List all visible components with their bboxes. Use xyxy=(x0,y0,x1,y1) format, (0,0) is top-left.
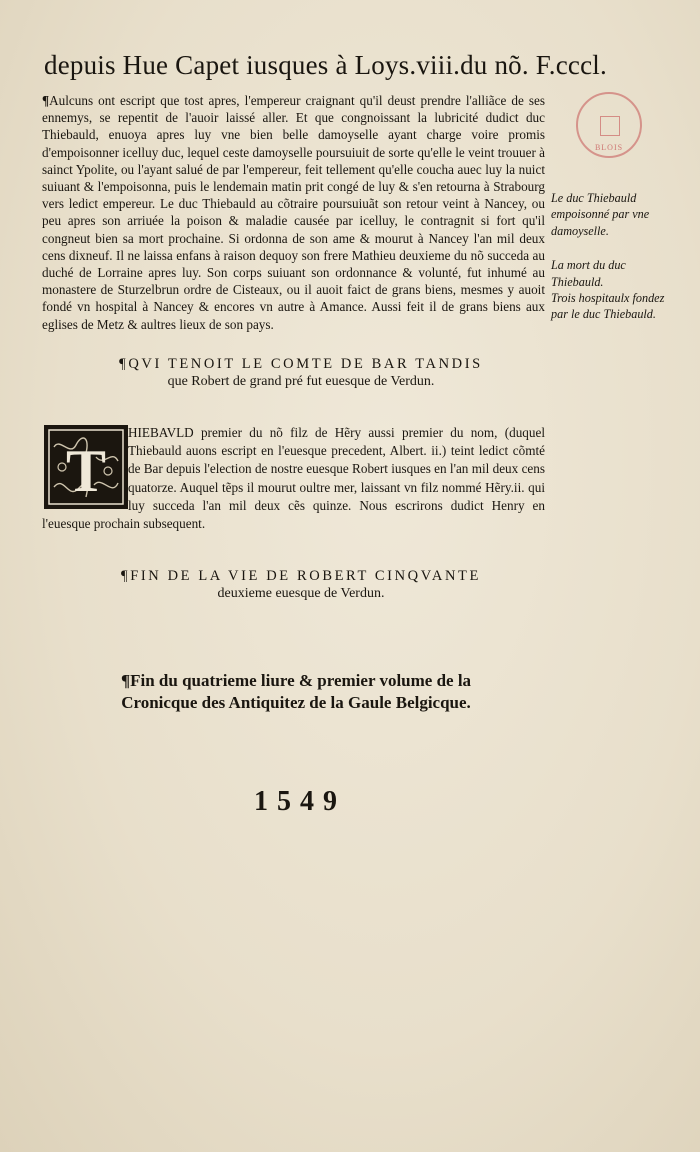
library-stamp xyxy=(576,92,642,158)
margin-note: La mort du duc Thiebauld. xyxy=(551,258,626,289)
pilcrow-icon: ¶ xyxy=(119,356,129,372)
decorated-initial-ornament xyxy=(46,427,126,507)
section-heading-rest: que Robert de grand pré fut euesque de Verdun. xyxy=(167,374,435,389)
main-paragraph xyxy=(42,92,545,333)
end-of-life-heading xyxy=(76,568,526,602)
section-heading-caps: QVI TENOIT LE COMTE DE BAR TANDIS xyxy=(128,356,483,372)
end-heading-caps: FIN DE LA VIE DE ROBERT CINQVANTE xyxy=(130,568,481,584)
pilcrow-icon: ¶ xyxy=(120,671,131,690)
stamp-emblem xyxy=(600,116,620,136)
colophon-text: Fin du quatrieme liure & premier volume de la Cronicque des Antiquitez de la Gaule Belgicque. xyxy=(121,671,472,712)
drop-cap-paragraph-text: HIEBAVLD premier du nõ filz de Hẽry aussi premier du nom, (duquel Thiebauld auons escript en l'euesque precedent, Albert. ii.) teint ledict cõmté de Bar depuis l'election de nostre euesque Robert iusques en l'an mil deux cens quatorze. Auquel tẽps il mourut oultre mer, laissant vn filz nommé Hẽry.ii. qui luy succeda l'an mil deux cẽs quinze. Nous escrirons dudict Henry en l'euesque prochain subsequent. xyxy=(42,425,545,532)
main-paragraph-text: Aulcuns ont escript que tost apres, l'empereur craignant qu'il deust prendre l'alliãce de ses ennemys, se repentit de l'auoir laissé aller. Et que congnoissant la lubricité dudict duc Thiebauld, enuoya apres luy vne bien belle damoyselle ayant charge voire promis d'empoisonner icelluy duc, lequel ceste damoyselle poursuiuit de sorte qu'elle le veint trouuer à sainct Ypolite, ou l'ayant salué de par l'empereur, feit tellement qu'elle coucha auec luy la nuict suiuant & l'empoisonna, puis le lendemain matin prit congé de luy & s'en retourna à Strabourg vers ledict empereur. Le duc Thiebauld au cõtraire poursuiuãt son retour veint à Nancey, ou peu apres son arriuée la poison & maladie causée par icelluy, le contragnit si fort qu'il congneut bien sa mort prochaine. Si ordonna de son ame & mourut à Nancey l'an mil deux cens dixneuf. Il ne laissa enfans à raison dequoy son frere Mathieu deuxieme du nõ succeda au duché de Lorraine apres luy. Son corps suiuant son ordonnance & volunté, fut inhumé au monastere de Sturzelbrun ordre de Cisteaux, ou il auoit faict de grans biens, mesmes y auoit fondé vn hospital à Nancey & encores vn autre à Amance. Aussi feit il de grans biens aux eglises de Metz & aultres lieux de son pays. xyxy=(42,93,545,332)
section-heading xyxy=(76,356,526,390)
pilcrow-icon: ¶ xyxy=(42,93,50,108)
margin-notes xyxy=(551,190,681,323)
margin-note: Trois hospitaulx fondez par le duc Thiebauld. xyxy=(551,291,665,322)
publication-year: 1549 xyxy=(254,786,346,817)
end-heading-rest: deuxieme euesque de Verdun. xyxy=(217,586,385,601)
decorated-initial xyxy=(44,425,128,509)
colophon xyxy=(86,670,506,714)
pilcrow-icon: ¶ xyxy=(121,568,131,584)
stamp-text: BLOIS xyxy=(594,143,624,152)
initial-letter: T xyxy=(65,438,107,504)
running-head: depuis Hue Capet iusques à Loys.viii.du nõ. F.cccl. xyxy=(44,50,607,80)
margin-note: Le duc Thiebauld empoisonné par vne damoyselle. xyxy=(551,191,650,238)
